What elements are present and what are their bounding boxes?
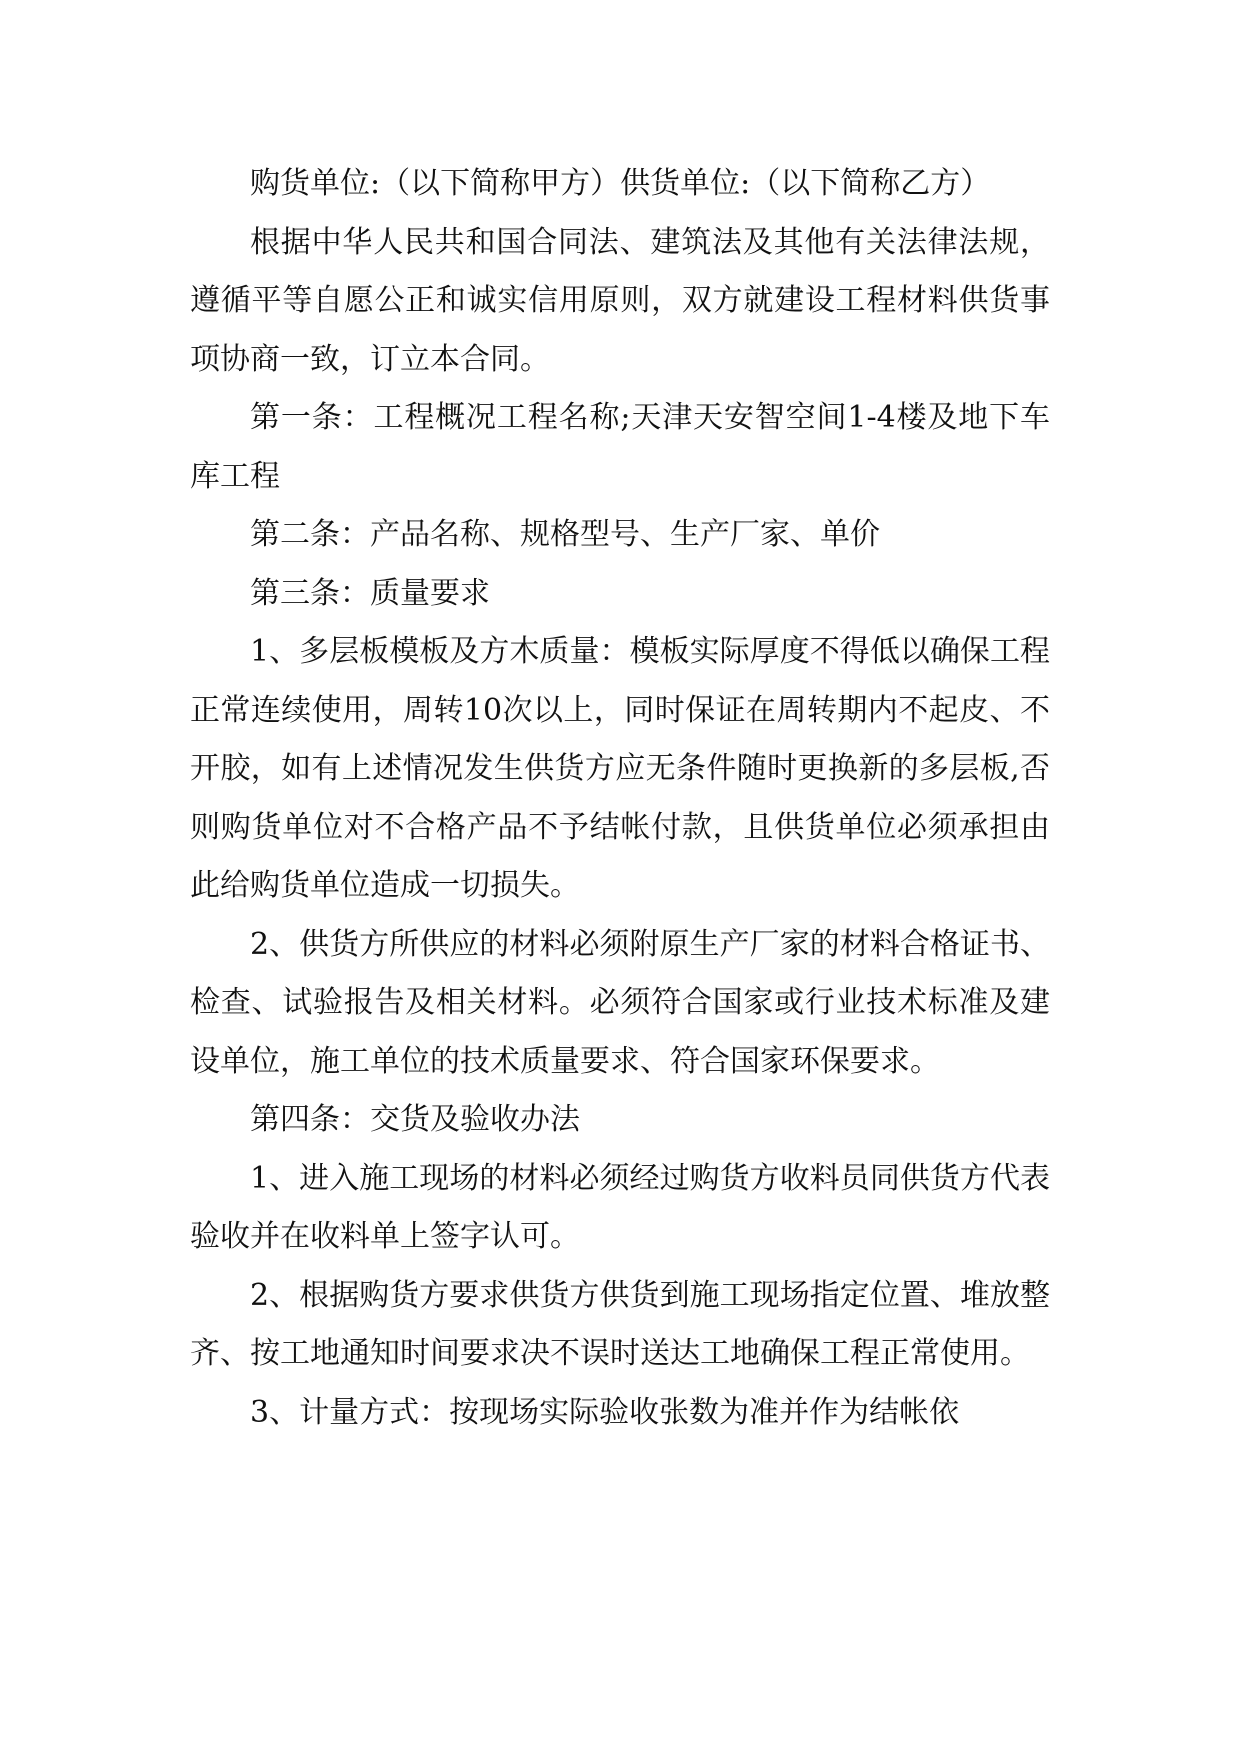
paragraph-article-3-item-1: 1、多层板模板及方木质量：模板实际厚度不得低以确保工程正常连续使用，周转10次以上，同时保证在周转期内不起皮、不开胶，如有上述情况发生供货方应无条件随时更换新的多层板,否则购货单位对不合格产品不予结帐付款，且供货单位必须承担由此给购货单位造成一切损失。 <box>190 634 1050 903</box>
paragraph-article-2: 第二条：产品名称、规格型号、生产厂家、单价 <box>250 517 880 552</box>
paragraph-parties: 购货单位:（以下简称甲方）供货单位:（以下简称乙方） <box>250 166 991 201</box>
paragraph-article-4: 第四条：交货及验收办法 <box>250 1102 580 1137</box>
document-body <box>190 155 1050 1442</box>
paragraph-article-1: 第一条：工程概况工程名称;天津天安智空间1-4楼及地下车库工程 <box>190 400 1050 494</box>
paragraph-article-4-item-2: 2、根据购货方要求供货方供货到施工现场指定位置、堆放整齐、按工地通知时间要求决不误时送达工地确保工程正常使用。 <box>190 1277 1050 1371</box>
paragraph-article-3: 第三条：质量要求 <box>250 575 490 611</box>
paragraph-article-3-item-2: 2、供货方所供应的材料必须附原生产厂家的材料合格证书、检查、试验报告及相关材料。必须符合国家或行业技术标准及建设单位，施工单位的技术质量要求、符合国家环保要求。 <box>190 926 1050 1079</box>
paragraph-article-4-item-1: 1、进入施工现场的材料必须经过购货方收料员同供货方代表验收并在收料单上签字认可。 <box>190 1160 1050 1254</box>
paragraph-article-4-item-3: 3、计量方式：按现场实际验收张数为准并作为结帐依 <box>250 1394 960 1430</box>
paragraph-preamble: 根据中华人民共和国合同法、建筑法及其他有关法律法规，遵循平等自愿公正和诚实信用原则，双方就建设工程材料供货事项协商一致，订立本合同。 <box>190 224 1050 377</box>
